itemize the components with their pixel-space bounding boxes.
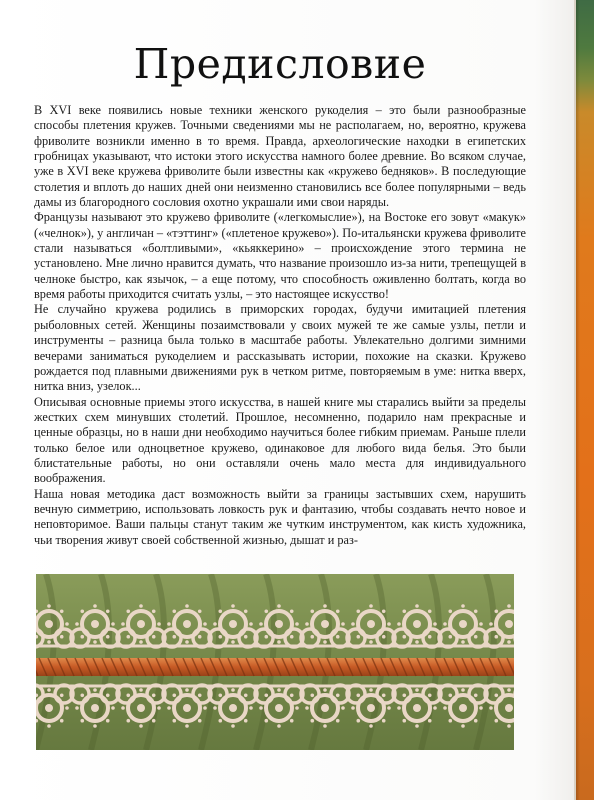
lace-picot	[198, 635, 202, 639]
lace-picot	[277, 604, 281, 608]
lace-picot	[249, 622, 253, 626]
lace-flower	[413, 704, 421, 712]
lace-picot	[152, 719, 156, 723]
lace-picot	[172, 635, 176, 639]
lace-picot	[167, 622, 171, 626]
lace-picot	[474, 719, 478, 723]
lace-picot	[93, 604, 97, 608]
lace-flower	[183, 704, 191, 712]
lace-picot	[507, 640, 511, 644]
book-edge-strip	[574, 0, 594, 800]
lace-picot	[111, 622, 115, 626]
lace-picot	[157, 706, 161, 710]
lace-picot	[479, 622, 483, 626]
lace-picot	[259, 622, 263, 626]
lace-picot	[310, 719, 314, 723]
lace-picot	[203, 622, 207, 626]
lace-picot	[277, 724, 281, 728]
lace-picot	[448, 609, 452, 613]
lace-picot	[106, 693, 110, 697]
lace-picot	[126, 609, 130, 613]
lace-picot	[295, 622, 299, 626]
lace-picot	[369, 604, 373, 608]
lace-picot	[218, 635, 222, 639]
lace-picot	[323, 640, 327, 644]
lace-picot	[106, 719, 110, 723]
lace-picot	[356, 693, 360, 697]
lace-flower	[275, 704, 283, 712]
lace-picot	[185, 640, 189, 644]
lace-picot	[351, 706, 355, 710]
lace-picot	[494, 719, 498, 723]
lace-picot	[218, 693, 222, 697]
lace-picot	[60, 609, 64, 613]
lace-picot	[474, 635, 478, 639]
lace-picot	[93, 688, 97, 692]
lace-picot	[231, 640, 235, 644]
lace-picot	[507, 724, 511, 728]
lace-picot	[111, 706, 115, 710]
lace-picot	[461, 724, 465, 728]
lace-flower	[137, 704, 145, 712]
lace-picot	[185, 724, 189, 728]
lace-picot	[121, 706, 125, 710]
lace-picot	[277, 640, 281, 644]
lace-picot	[152, 693, 156, 697]
lace-picot	[369, 724, 373, 728]
lace-flower	[137, 620, 145, 628]
lace-picot	[336, 693, 340, 697]
lace-picot	[336, 609, 340, 613]
lace-picot	[198, 719, 202, 723]
lace-flower	[367, 620, 375, 628]
lace-picot	[461, 604, 465, 608]
lace-picot	[80, 719, 84, 723]
lace-picot	[382, 609, 386, 613]
lace-picot	[264, 719, 268, 723]
lace-picot	[507, 604, 511, 608]
lace-flower	[229, 704, 237, 712]
lace-picot	[231, 604, 235, 608]
lace-picot	[259, 706, 263, 710]
lace-picot	[402, 719, 406, 723]
lace-picot	[382, 719, 386, 723]
lace-picot	[448, 693, 452, 697]
lace-picot	[185, 688, 189, 692]
lace-picot	[264, 693, 268, 697]
lace-flower	[367, 704, 375, 712]
lace-picot	[290, 693, 294, 697]
lace-picot	[213, 622, 217, 626]
page-title: Предисловие	[133, 40, 427, 88]
lace-picot	[369, 640, 373, 644]
lace-picot	[351, 622, 355, 626]
lace-picot	[231, 688, 235, 692]
lace-picot	[433, 706, 437, 710]
lace-picot	[244, 719, 248, 723]
lace-picot	[121, 622, 125, 626]
lace-picot	[305, 622, 309, 626]
lace-picot	[203, 706, 207, 710]
lace-picot	[218, 719, 222, 723]
lace-flower	[459, 620, 467, 628]
lace-picot	[244, 635, 248, 639]
lace-picot	[65, 706, 69, 710]
lace-photo	[36, 574, 514, 750]
lace-picot	[139, 604, 143, 608]
lace-picot	[489, 706, 493, 710]
lace-picot	[93, 640, 97, 644]
lace-picot	[356, 719, 360, 723]
lace-picot	[244, 609, 248, 613]
lace-picot	[402, 635, 406, 639]
lace-picot	[382, 693, 386, 697]
lace-picot	[47, 724, 51, 728]
lace-picot	[249, 706, 253, 710]
lace-picot	[139, 688, 143, 692]
lace-picot	[494, 635, 498, 639]
lace-picot	[65, 622, 69, 626]
lace-flower	[183, 620, 191, 628]
lace-picot	[310, 693, 314, 697]
lace-picot	[443, 622, 447, 626]
lace-flower	[91, 620, 99, 628]
lace-picot	[244, 693, 248, 697]
lace-flower	[45, 704, 53, 712]
paragraph: Французы называют это кружево фриволите («легкомыслие»), на Востоке его зовут «макук» («челнок»), у англичан – «тэттинг» («плетеное кружево»). По-итальянски кружева фриволите стали называться «болтливыми», «кьяккерино» – происхождение этого термина не установлено. Мне лично нравится думать, что название произошло из-за нити, трепещущей в челноке быстро, как язычок, – а еще потому, что способность оживленно болтать, когда во время работы приходится считать узлы, – это настоящее искусство!	[34, 210, 526, 302]
lace-picot	[139, 724, 143, 728]
lace-picot	[397, 622, 401, 626]
lace-picot	[47, 604, 51, 608]
lace-picot	[474, 693, 478, 697]
lace-picot	[106, 609, 110, 613]
lace-picot	[415, 688, 419, 692]
paragraph: Не случайно кружева родились в приморских городах, будучи имитацией плетения рыболовных сетей. Женщины позаимствовали у своих мужей те же самые узлы, петли и инструменты – разница была только в масштабе работы. Увлекательно долгими зимними вечерами заниматься рукоделием и рассказывать истории, похожие на сказки. Кружево рождается под плавными движениями рук в четком ритме, повторяемым в уме: нитка вверх, нитка вниз, узелок...	[34, 302, 526, 394]
lace-picot	[172, 609, 176, 613]
lace-picot	[336, 719, 340, 723]
lace-picot	[323, 604, 327, 608]
lace-picot	[507, 688, 511, 692]
lace-picot	[198, 693, 202, 697]
lace-flower	[91, 704, 99, 712]
lace-picot	[433, 622, 437, 626]
lace-picot	[310, 609, 314, 613]
lace-picot	[494, 609, 498, 613]
paragraph: В XVI веке появились новые техники женского рукоделия – это были разнообразные способы плетения кружев. Точными сведениями мы не располагаем, но, вероятно, кружева фриволите возникли именно в то время. Правда, археологические находки в египетских гробницах указывают, что истоки этого искусства намного более древние. Во всяком случае, уже в XVI веке кружева фриволите были известны как «кружево бедняков». В последующие столетия и вплоть до наших дней они неизменно становились все более популярными – ведь дамы из благородного сословия охотно украшали ими свои наряды.	[34, 103, 526, 210]
lace-picot	[402, 609, 406, 613]
lace-flower	[229, 620, 237, 628]
lace-picot	[305, 706, 309, 710]
lace-picot	[448, 719, 452, 723]
lace-picot	[290, 635, 294, 639]
lace-picot	[415, 724, 419, 728]
paragraph: Наша новая методика даст возможность выйти за границы застывших схем, нарушить вечную симметрию, использовать ловкость рук и фантазию, чтобы создавать нечто новое и неповторимое. Ваши пальцы станут таким же чутким инструментом, как кисть художника, чьи творения живут своей собственной жизнью, дышат и раз-	[34, 486, 526, 547]
lace-picot	[126, 719, 130, 723]
lace-picot	[402, 693, 406, 697]
lace-picot	[448, 635, 452, 639]
lace-flower	[321, 620, 329, 628]
lace-picot	[47, 688, 51, 692]
lace-picot	[213, 706, 217, 710]
lace-picot	[80, 693, 84, 697]
lace-picot	[474, 609, 478, 613]
lace-picot	[428, 609, 432, 613]
lace-picot	[336, 635, 340, 639]
lace-picot	[443, 706, 447, 710]
lace-picot	[126, 693, 130, 697]
lace-picot	[428, 635, 432, 639]
lace-picot	[172, 719, 176, 723]
lace-picot	[494, 693, 498, 697]
lace-picot	[428, 719, 432, 723]
lace-picot	[428, 693, 432, 697]
lace-picot	[185, 604, 189, 608]
lace-flower	[275, 620, 283, 628]
lace-picot	[323, 724, 327, 728]
lace-flower	[459, 704, 467, 712]
lace-flower	[505, 620, 513, 628]
lace-picot	[461, 688, 465, 692]
lace-picot	[341, 706, 345, 710]
lace-picot	[290, 609, 294, 613]
lace-picot	[479, 706, 483, 710]
lace-picot	[264, 635, 268, 639]
lace-picot	[198, 609, 202, 613]
lace-picot	[489, 622, 493, 626]
lace-picot	[231, 724, 235, 728]
lace-picot	[75, 706, 79, 710]
lace-picot	[47, 640, 51, 644]
lace-picot	[75, 622, 79, 626]
paragraph: Описывая основные приемы этого искусства, в нашей книге мы старались выйти за пределы жестких схем минувших столетий. Прошлое, несомненно, подарило нам прекрасные и ценные образцы, но в наши дни необходимо научиться более гибким приемам. Раньше плели только белое или одноцветное кружево, одинаковое для любого вида белья. Это были блистательные работы, но они оставляли очень мало места для индивидуального воображения.	[34, 394, 526, 486]
lace-picot	[341, 622, 345, 626]
lace-picot	[310, 635, 314, 639]
lace-picot	[415, 604, 419, 608]
lace-picot	[218, 609, 222, 613]
lace-picot	[397, 706, 401, 710]
lace-picot	[369, 688, 373, 692]
lace-picot	[387, 622, 391, 626]
lace-picot	[152, 609, 156, 613]
lace-picot	[80, 609, 84, 613]
lace-picot	[60, 693, 64, 697]
lace-picot	[387, 706, 391, 710]
lace-picot	[106, 635, 110, 639]
lace-picot	[157, 622, 161, 626]
lace-flower	[321, 704, 329, 712]
lace-picot	[167, 706, 171, 710]
lace-picot	[80, 635, 84, 639]
lace-picot	[264, 609, 268, 613]
lace-picot	[382, 635, 386, 639]
lace-flower	[413, 620, 421, 628]
lace-picot	[356, 635, 360, 639]
body-text	[34, 103, 526, 548]
lace-picot	[126, 635, 130, 639]
lace-picot	[152, 635, 156, 639]
lace-picot	[290, 719, 294, 723]
lace-picot	[60, 719, 64, 723]
lace-flower	[505, 704, 513, 712]
lace-picot	[60, 635, 64, 639]
lace-picot	[277, 688, 281, 692]
lace-picot	[295, 706, 299, 710]
lace-picot	[323, 688, 327, 692]
lace-picot	[172, 693, 176, 697]
lace-picot	[139, 640, 143, 644]
lace-picot	[415, 640, 419, 644]
lace-picot	[356, 609, 360, 613]
lace-picot	[461, 640, 465, 644]
lace-picot	[93, 724, 97, 728]
lace-flower	[45, 620, 53, 628]
